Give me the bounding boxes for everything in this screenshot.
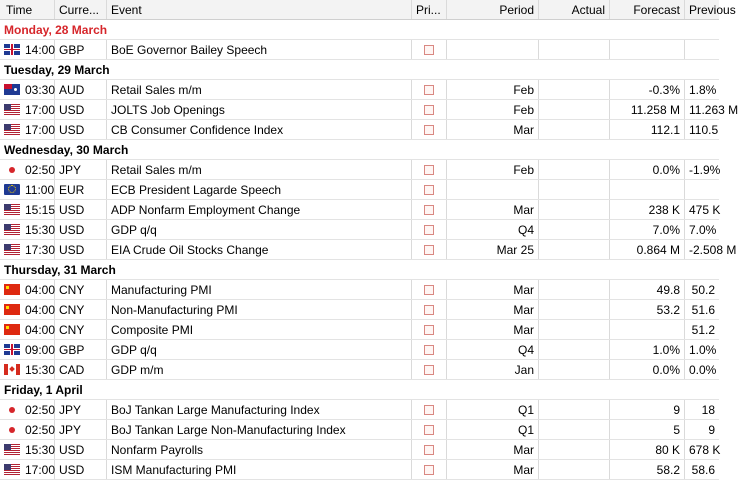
event-name-cell: Composite PMI bbox=[107, 320, 412, 339]
usd-flag-icon bbox=[4, 244, 20, 255]
time-cell bbox=[0, 320, 55, 339]
currency-cell: USD bbox=[55, 460, 107, 479]
priority-cell bbox=[412, 220, 447, 239]
forecast-cell: 0.864 M bbox=[610, 240, 685, 259]
column-header-forecast[interactable] bbox=[610, 0, 685, 19]
forecast-cell: 49.8 bbox=[610, 280, 685, 299]
period-cell: Mar bbox=[447, 200, 539, 219]
priority-cell bbox=[412, 120, 447, 139]
event-name-cell: GDP m/m bbox=[107, 360, 412, 379]
event-time: 15:15 bbox=[25, 202, 56, 217]
actual-cell bbox=[539, 40, 610, 59]
priority-cell bbox=[412, 460, 447, 479]
time-cell bbox=[0, 120, 55, 139]
column-header-period-label: Period bbox=[499, 3, 534, 17]
table-row[interactable] bbox=[0, 120, 719, 140]
previous-cell: 475 K bbox=[689, 203, 721, 217]
period-cell: Jan bbox=[447, 360, 539, 379]
day-header: Tuesday, 29 March bbox=[0, 60, 719, 80]
actual-cell bbox=[539, 200, 610, 219]
table-row[interactable] bbox=[0, 200, 719, 220]
currency-cell: CAD bbox=[55, 360, 107, 379]
currency-cell: USD bbox=[55, 100, 107, 119]
column-header-priority[interactable] bbox=[412, 0, 447, 19]
period-cell: Mar bbox=[447, 460, 539, 479]
column-header-currency[interactable] bbox=[55, 0, 107, 19]
period-cell bbox=[447, 180, 539, 199]
table-row[interactable] bbox=[0, 360, 719, 380]
event-time: 11:00 bbox=[25, 182, 55, 197]
previous-cell: 110.5 bbox=[689, 123, 719, 137]
currency-cell: GBP bbox=[55, 340, 107, 359]
actual-cell bbox=[539, 360, 610, 379]
event-name-cell: Nonfarm Payrolls bbox=[107, 440, 412, 459]
previous-cell: 50.2 bbox=[691, 283, 715, 297]
table-row[interactable] bbox=[0, 320, 719, 340]
event-time: 17:30 bbox=[25, 242, 56, 257]
previous-cell: 58.6 bbox=[691, 463, 715, 477]
event-time: 03:30 bbox=[25, 82, 56, 97]
currency-cell: USD bbox=[55, 240, 107, 259]
forecast-cell bbox=[610, 320, 685, 339]
cny-flag-icon bbox=[4, 284, 20, 295]
column-header-priority-label: Pri... bbox=[416, 2, 441, 17]
usd-flag-icon bbox=[4, 204, 20, 215]
cny-flag-icon bbox=[4, 304, 20, 315]
currency-cell: USD bbox=[55, 220, 107, 239]
actual-cell bbox=[539, 280, 610, 299]
event-name-cell: Manufacturing PMI bbox=[107, 280, 412, 299]
priority-cell bbox=[412, 160, 447, 179]
priority-cell bbox=[412, 340, 447, 359]
currency-cell: USD bbox=[55, 440, 107, 459]
priority-cell bbox=[412, 440, 447, 459]
column-header-actual-label: Actual bbox=[571, 3, 605, 17]
priority-checkbox[interactable] bbox=[424, 245, 434, 255]
forecast-cell: 112.1 bbox=[610, 120, 685, 139]
previous-cell: 9 bbox=[708, 423, 715, 437]
priority-cell bbox=[412, 100, 447, 119]
actual-cell bbox=[539, 300, 610, 319]
column-header-event-label: Event bbox=[111, 3, 142, 17]
day-header: Thursday, 31 March bbox=[0, 260, 719, 280]
cad-flag-icon bbox=[4, 364, 20, 375]
priority-checkbox[interactable] bbox=[424, 325, 434, 335]
priority-checkbox[interactable] bbox=[424, 105, 434, 115]
time-cell bbox=[0, 420, 55, 439]
priority-checkbox[interactable] bbox=[424, 185, 434, 195]
table-body bbox=[0, 20, 738, 480]
time-cell bbox=[0, 180, 55, 199]
time-cell bbox=[0, 100, 55, 119]
table-row[interactable] bbox=[0, 460, 719, 480]
period-cell: Q1 bbox=[447, 400, 539, 419]
period-cell: Feb bbox=[447, 80, 539, 99]
forecast-cell: 53.2 bbox=[610, 300, 685, 319]
day-header: Friday, 1 April bbox=[0, 380, 719, 400]
forecast-cell: 1.0% bbox=[610, 340, 685, 359]
actual-cell bbox=[539, 420, 610, 439]
event-name-cell: ISM Manufacturing PMI bbox=[107, 460, 412, 479]
column-header-previous-label: Previous bbox=[689, 3, 736, 17]
priority-cell bbox=[412, 240, 447, 259]
previous-cell: 11.263 M bbox=[689, 103, 738, 117]
column-header-time-label: Time bbox=[6, 2, 33, 17]
priority-cell bbox=[412, 360, 447, 379]
priority-checkbox[interactable] bbox=[424, 165, 434, 175]
currency-cell: CNY bbox=[55, 280, 107, 299]
actual-cell bbox=[539, 400, 610, 419]
actual-cell bbox=[539, 80, 610, 99]
actual-cell bbox=[539, 100, 610, 119]
time-cell bbox=[0, 280, 55, 299]
actual-cell bbox=[539, 440, 610, 459]
time-cell bbox=[0, 440, 55, 459]
event-name-cell: BoE Governor Bailey Speech bbox=[107, 40, 412, 59]
currency-cell: CNY bbox=[55, 300, 107, 319]
column-header-period[interactable] bbox=[447, 0, 539, 19]
event-time: 04:00 bbox=[25, 282, 56, 297]
table-row[interactable] bbox=[0, 80, 719, 100]
column-header-event[interactable] bbox=[107, 0, 412, 19]
priority-cell bbox=[412, 200, 447, 219]
event-time: 04:00 bbox=[25, 302, 56, 317]
usd-flag-icon bbox=[4, 104, 20, 115]
forecast-cell: 58.2 bbox=[610, 460, 685, 479]
event-time: 15:30 bbox=[25, 222, 56, 237]
previous-cell: 678 K bbox=[689, 443, 721, 457]
priority-checkbox[interactable] bbox=[424, 225, 434, 235]
period-cell: Feb bbox=[447, 160, 539, 179]
priority-cell bbox=[412, 300, 447, 319]
table-row[interactable] bbox=[0, 400, 719, 420]
table-row[interactable] bbox=[0, 280, 719, 300]
priority-checkbox[interactable] bbox=[424, 345, 434, 355]
priority-checkbox[interactable] bbox=[424, 365, 434, 375]
period-cell: Q4 bbox=[447, 220, 539, 239]
table-row[interactable] bbox=[0, 100, 738, 120]
day-header: Monday, 28 March bbox=[0, 20, 719, 40]
time-cell bbox=[0, 40, 55, 59]
actual-cell bbox=[539, 180, 610, 199]
event-time: 02:50 bbox=[25, 402, 56, 417]
currency-cell: JPY bbox=[55, 160, 107, 179]
period-cell: Mar bbox=[447, 280, 539, 299]
forecast-cell bbox=[610, 180, 685, 199]
usd-flag-icon bbox=[4, 464, 20, 475]
previous-cell: 1.0% bbox=[689, 343, 717, 357]
actual-cell bbox=[539, 120, 610, 139]
forecast-cell: 5 bbox=[610, 420, 685, 439]
table-row[interactable] bbox=[0, 40, 719, 60]
priority-checkbox[interactable] bbox=[424, 465, 434, 475]
column-header-actual[interactable] bbox=[539, 0, 610, 19]
time-cell bbox=[0, 340, 55, 359]
column-header-currency-label: Curre... bbox=[59, 3, 100, 17]
table-row[interactable] bbox=[0, 340, 719, 360]
event-name-cell: BoJ Tankan Large Manufacturing Index bbox=[107, 400, 412, 419]
event-time: 17:00 bbox=[25, 102, 56, 117]
time-cell bbox=[0, 460, 55, 479]
priority-cell bbox=[412, 80, 447, 99]
period-cell: Feb bbox=[447, 100, 539, 119]
previous-cell: 0.0% bbox=[689, 363, 717, 377]
previous-cell: 7.0% bbox=[689, 223, 717, 237]
time-cell bbox=[0, 360, 55, 379]
forecast-cell: 11.258 M bbox=[610, 100, 685, 119]
usd-flag-icon bbox=[4, 124, 20, 135]
jpy-flag-icon bbox=[4, 404, 20, 415]
actual-cell bbox=[539, 460, 610, 479]
previous-cell: 18 bbox=[701, 403, 715, 417]
event-name-cell: ECB President Lagarde Speech bbox=[107, 180, 412, 199]
priority-checkbox[interactable] bbox=[424, 285, 434, 295]
period-cell: Mar bbox=[447, 300, 539, 319]
actual-cell bbox=[539, 160, 610, 179]
day-header: Wednesday, 30 March bbox=[0, 140, 719, 160]
time-cell bbox=[0, 220, 55, 239]
period-cell: Q1 bbox=[447, 420, 539, 439]
period-cell: Mar bbox=[447, 440, 539, 459]
currency-cell: JPY bbox=[55, 400, 107, 419]
eur-flag-icon bbox=[4, 184, 20, 195]
table-row[interactable] bbox=[0, 440, 719, 460]
previous-cell: 51.6 bbox=[691, 303, 715, 317]
priority-cell bbox=[412, 40, 447, 59]
time-cell bbox=[0, 160, 55, 179]
event-time: 17:00 bbox=[25, 122, 56, 137]
actual-cell bbox=[539, 340, 610, 359]
table-header bbox=[0, 0, 736, 20]
forecast-cell: 9 bbox=[610, 400, 685, 419]
gbp-flag-icon bbox=[4, 44, 20, 55]
forecast-cell: 80 K bbox=[610, 440, 685, 459]
priority-cell bbox=[412, 400, 447, 419]
actual-cell bbox=[539, 220, 610, 239]
forecast-cell: 0.0% bbox=[610, 360, 685, 379]
column-header-previous[interactable] bbox=[685, 0, 736, 19]
actual-cell bbox=[539, 240, 610, 259]
event-time: 15:30 bbox=[25, 442, 56, 457]
event-name-cell: Retail Sales m/m bbox=[107, 80, 412, 99]
table-row[interactable] bbox=[0, 420, 719, 440]
priority-checkbox[interactable] bbox=[424, 205, 434, 215]
event-name-cell: GDP q/q bbox=[107, 220, 412, 239]
priority-checkbox[interactable] bbox=[424, 405, 434, 415]
time-cell bbox=[0, 400, 55, 419]
priority-checkbox[interactable] bbox=[424, 85, 434, 95]
event-name-cell: Retail Sales m/m bbox=[107, 160, 412, 179]
previous-cell bbox=[685, 180, 719, 199]
previous-cell: 51.2 bbox=[691, 323, 715, 337]
event-time: 02:50 bbox=[25, 162, 56, 177]
previous-cell: 1.8% bbox=[689, 83, 717, 97]
event-time: 04:00 bbox=[25, 322, 56, 337]
event-time: 15:30 bbox=[25, 362, 56, 377]
jpy-flag-icon bbox=[4, 424, 20, 435]
table-row[interactable] bbox=[0, 300, 719, 320]
priority-cell bbox=[412, 280, 447, 299]
currency-cell: EUR bbox=[55, 180, 107, 199]
currency-cell: USD bbox=[55, 120, 107, 139]
priority-checkbox[interactable] bbox=[424, 445, 434, 455]
previous-cell: -1.9% bbox=[689, 163, 721, 177]
currency-cell: AUD bbox=[55, 80, 107, 99]
actual-cell bbox=[539, 320, 610, 339]
period-cell: Mar 25 bbox=[447, 240, 539, 259]
period-cell: Q4 bbox=[447, 340, 539, 359]
currency-cell: USD bbox=[55, 200, 107, 219]
period-cell: Mar bbox=[447, 320, 539, 339]
time-cell bbox=[0, 240, 55, 259]
column-header-time[interactable] bbox=[0, 0, 55, 19]
event-name-cell: CB Consumer Confidence Index bbox=[107, 120, 412, 139]
gbp-flag-icon bbox=[4, 344, 20, 355]
time-cell bbox=[0, 200, 55, 219]
cny-flag-icon bbox=[4, 324, 20, 335]
event-name-cell: BoJ Tankan Large Non-Manufacturing Index bbox=[107, 420, 412, 439]
priority-checkbox[interactable] bbox=[424, 305, 434, 315]
event-name-cell: ADP Nonfarm Employment Change bbox=[107, 200, 412, 219]
priority-cell bbox=[412, 420, 447, 439]
jpy-flag-icon bbox=[4, 164, 20, 175]
previous-cell bbox=[685, 40, 719, 59]
currency-cell: JPY bbox=[55, 420, 107, 439]
column-header-forecast-label: Forecast bbox=[633, 3, 680, 17]
priority-cell bbox=[412, 320, 447, 339]
table-row[interactable] bbox=[0, 160, 719, 180]
usd-flag-icon bbox=[4, 224, 20, 235]
time-cell bbox=[0, 80, 55, 99]
event-name-cell: GDP q/q bbox=[107, 340, 412, 359]
forecast-cell: -0.3% bbox=[610, 80, 685, 99]
table-row[interactable] bbox=[0, 220, 719, 240]
event-time: 09:00 bbox=[25, 342, 56, 357]
forecast-cell: 7.0% bbox=[610, 220, 685, 239]
table-row[interactable] bbox=[0, 240, 737, 260]
event-name-cell: EIA Crude Oil Stocks Change bbox=[107, 240, 412, 259]
forecast-cell: 238 K bbox=[610, 200, 685, 219]
usd-flag-icon bbox=[4, 444, 20, 455]
event-name-cell: JOLTS Job Openings bbox=[107, 100, 412, 119]
priority-checkbox[interactable] bbox=[424, 125, 434, 135]
event-time: 02:50 bbox=[25, 422, 56, 437]
priority-checkbox[interactable] bbox=[424, 45, 434, 55]
period-cell bbox=[447, 40, 539, 59]
forecast-cell bbox=[610, 40, 685, 59]
event-name-cell: Non-Manufacturing PMI bbox=[107, 300, 412, 319]
currency-cell: GBP bbox=[55, 40, 107, 59]
aud-flag-icon bbox=[4, 84, 20, 95]
period-cell: Mar bbox=[447, 120, 539, 139]
time-cell bbox=[0, 300, 55, 319]
priority-cell bbox=[412, 180, 447, 199]
currency-cell: CNY bbox=[55, 320, 107, 339]
forecast-cell: 0.0% bbox=[610, 160, 685, 179]
event-time: 17:00 bbox=[25, 462, 56, 477]
priority-checkbox[interactable] bbox=[424, 425, 434, 435]
previous-cell: -2.508 M bbox=[689, 243, 737, 257]
table-row[interactable] bbox=[0, 180, 719, 200]
event-time: 14:00 bbox=[25, 42, 56, 57]
